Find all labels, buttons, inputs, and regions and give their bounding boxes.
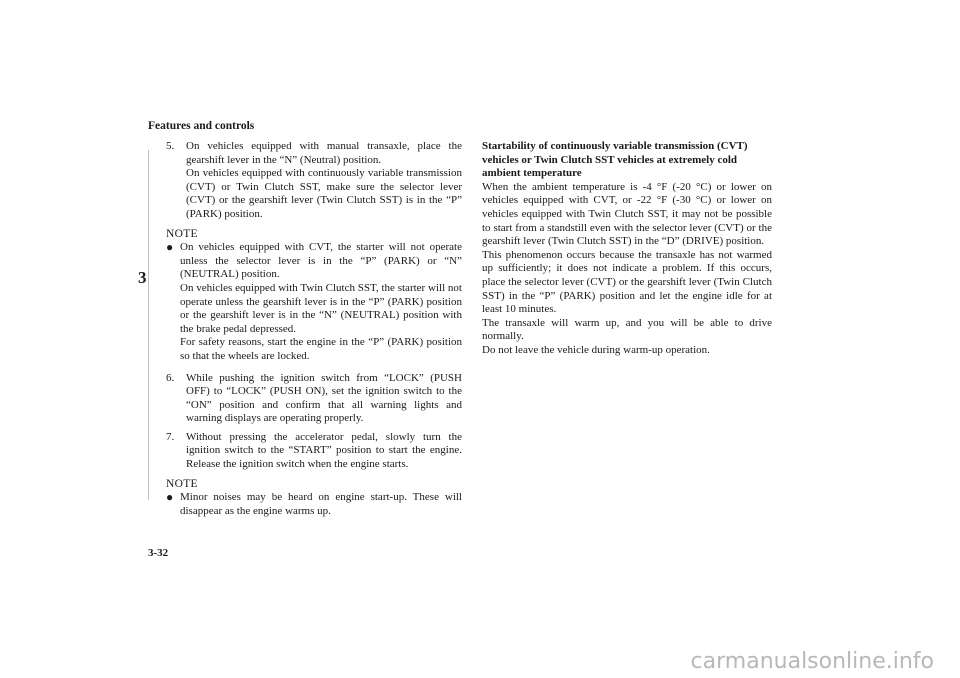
step-7-text: Without pressing the accelerator pedal, slowly turn the ignition switch to the “START” position to start the engine. Release the ignition switch when the engine starts.	[186, 430, 462, 471]
right-column	[482, 140, 772, 358]
note-2	[166, 491, 462, 518]
bullet-icon: ●	[166, 490, 174, 505]
step-5	[166, 140, 462, 222]
cold-start-paragraph-2: This phenomenon occurs because the transaxle has not warmed up sufficiently; it does not indicate a problem. If this occurs, place the selector lever (CVT) or the gearshift lever (Twin Clutch SST) in the “P” (PARK) position and let the engine idle for at least 10 minutes.	[482, 248, 772, 316]
note-label-1: NOTE	[166, 227, 198, 240]
step-6-text: While pushing the ignition switch from “LOCK” (PUSH OFF) to “LOCK” (PUSH ON), set the ignition switch to the “ON” position and confirm that all warning lights and warning displays are operating properly.	[186, 371, 462, 425]
note-label-2: NOTE	[166, 477, 198, 490]
step-6-number: 6.	[166, 371, 175, 384]
step-7-number: 7.	[166, 430, 175, 443]
step-5-number: 5.	[166, 140, 175, 152]
step-5-text-manual: On vehicles equipped with manual transaxle, place the gearshift lever in the “N” (Neutral) position.	[186, 140, 462, 166]
left-column	[166, 140, 462, 526]
bullet-icon: ●	[166, 240, 174, 255]
section-header: Features and controls	[148, 120, 255, 132]
note-1-cvt: On vehicles equipped with CVT, the starter will not operate unless the selector lever is in the “P” (PARK) or “N” (NEUTRAL) position.	[180, 241, 462, 281]
cold-start-paragraph-3: The transaxle will warm up, and you will be able to drive normally.	[482, 316, 772, 343]
margin-rule	[148, 150, 149, 500]
step-6	[166, 372, 462, 426]
note-1-twin-clutch: On vehicles equipped with Twin Clutch SST, the starter will not operate unless the gearshift lever is in the “P” (PARK) position or the gearshift lever is in the “N” (NEUTRAL) position with the brake pedal depressed.	[180, 281, 462, 335]
cold-start-paragraph-1: When the ambient temperature is -4 °F (-20 °C) or lower on vehicles equipped with CVT, or -22 °F (-30 °C) or lower on vehicles equipped with Twin Clutch SST, it may not be possible to start from a standstill even with the selector lever (CVT) or the gearshift lever (Twin Clutch SST) in the “D” (DRIVE) position.	[482, 180, 772, 248]
step-7	[166, 431, 462, 472]
chapter-tab: 3	[138, 268, 147, 287]
watermark: carmanualsonline.info	[690, 649, 934, 674]
note-1-safety: For safety reasons, start the engine in the “P” (PARK) position so that the wheels are locked.	[180, 336, 462, 362]
note-2-text: Minor noises may be heard on engine start-up. These will disappear as the engine warms up.	[180, 491, 462, 517]
cold-start-heading: Startability of continuously variable transmission (CVT) vehicles or Twin Clutch SST vehicles at extremely cold ambient temperature	[482, 140, 748, 180]
note-1	[166, 241, 462, 363]
cold-start-paragraph-4: Do not leave the vehicle during warm-up operation.	[482, 343, 710, 356]
step-5-text-cvt: On vehicles equipped with continuously variable transmission (CVT) or Twin Clutch SST, make sure the selector lever (CVT) or the gearshift lever (Twin Clutch SST) is in the “P” (PARK) position.	[186, 167, 462, 220]
page-number: 3-32	[148, 547, 169, 559]
